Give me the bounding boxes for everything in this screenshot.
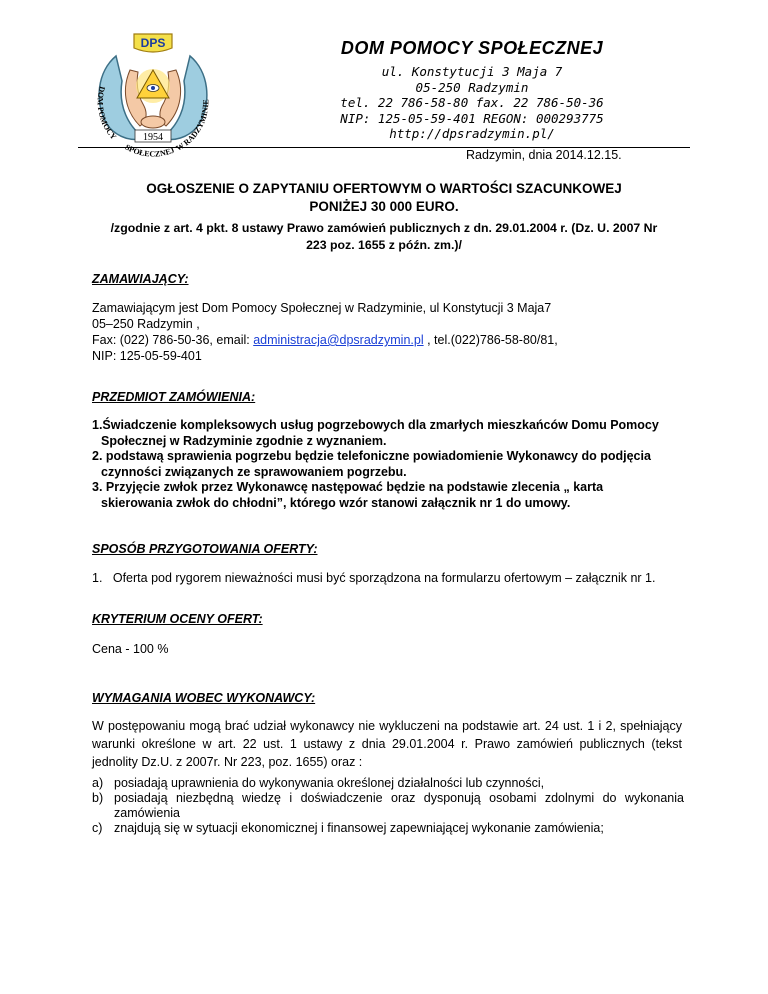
list-marker: b) xyxy=(92,791,104,805)
document-date: Radzymin, dnia 2014.12.15. xyxy=(466,148,622,162)
email-link[interactable]: administracja@dpsradzymin.pl xyxy=(253,333,424,347)
announcement-title-line-2: PONIŻEJ 30 000 EURO. xyxy=(309,199,459,214)
section-heading-zamawiajacy: ZAMAWIAJĄCY: xyxy=(92,272,189,286)
list-item xyxy=(92,776,684,791)
authority-line-2: 05–250 Radzymin , xyxy=(92,317,200,331)
organization-contact-block xyxy=(322,64,622,142)
subject-item-1-line-2: Społecznej w Radzyminie zgodnie z wyznaniem. xyxy=(101,433,387,448)
contracting-authority-details xyxy=(92,300,682,364)
phone-suffix: , tel.(022)786-58-80/81, xyxy=(423,333,558,347)
section-heading-sposob: SPOSÓB PRZYGOTOWANIA OFERTY: xyxy=(92,542,318,556)
eye-of-providence-hands-icon xyxy=(136,69,170,103)
section-heading-kryterium: KRYTERIUM OCENY OFERT: xyxy=(92,612,263,626)
fax-email-prefix: Fax: (022) 786-50-36, email: xyxy=(92,333,254,347)
logo-dps-text: DPS xyxy=(140,36,166,50)
section-heading-przedmiot: PRZEDMIOT ZAMÓWIENIA: xyxy=(92,390,256,404)
list-item-text: posiadają uprawnienia do wykonywania określonej działalności lub czynności, xyxy=(114,776,545,790)
phone-fax-line: tel. 22 786-58-80 fax. 22 786-50-36 xyxy=(340,95,604,110)
announcement-title xyxy=(78,180,690,216)
handshake-shape xyxy=(141,116,165,128)
logo-ring-right-text: W RADZYMINIE xyxy=(174,99,211,153)
list-marker: c) xyxy=(92,821,103,835)
website-line[interactable]: http://dpsradzymin.pl/ xyxy=(389,126,555,141)
address-line-1: ul. Konstytucji 3 Maja 7 xyxy=(381,64,563,79)
svg-text:SPOŁECZNEJ xyxy=(124,143,176,159)
list-item-text: posiadają niezbędną wiedzę i doświadczenie oraz dysponują osobami zdolnymi do wykonania zamówienia xyxy=(114,791,684,820)
authority-line-1: Zamawiającym jest Dom Pomocy Społecznej w Radzyminie, ul Konstytucji 3 Maja7 xyxy=(92,301,552,315)
address-line-2: 05-250 Radzymin xyxy=(415,79,529,95)
announcement-title-line-1: OGŁOSZENIE O ZAPYTANIU OFERTOWYM O WARTOŚCI SZACUNKOWEJ xyxy=(146,181,622,196)
subject-of-order-list xyxy=(92,418,682,511)
subject-item-2-line-1: 2. podstawą sprawienia pogrzebu będzie telefoniczne powiadomienie Wykonawcy do podjęcia xyxy=(92,449,651,463)
offer-preparation-item xyxy=(92,570,682,586)
requirements-list xyxy=(92,776,684,836)
subject-item-2-line-2: czynności związanych ze sprawowaniem pogrzebu. xyxy=(101,464,407,479)
logo-ring-bottom-text: SPOŁECZNEJ xyxy=(123,142,176,159)
subject-item-1-line-1: 1.Świadczenie kompleksowych usług pogrzebowych dla zmarłych mieszkańców Domu Pomocy xyxy=(92,418,659,432)
offer-item-number: 1. xyxy=(92,571,103,585)
legal-basis-line-1: /zgodnie z art. 4 pkt. 8 ustawy Prawo zamówień publicznych z dn. 29.01.2004 r. (Dz. U. 2007 Nr xyxy=(110,221,658,235)
list-marker: a) xyxy=(92,776,104,790)
dps-logo xyxy=(78,26,228,166)
nip-regon-line: NIP: 125-05-59-401 REGON: 000293775 xyxy=(340,110,604,126)
authority-line-3 xyxy=(92,332,682,348)
subject-item-3-line-1: 3. Przyjęcie zwłok przez Wykonawcę następować będzie na podstawie zlecenia „ karta xyxy=(92,480,604,494)
legal-basis xyxy=(78,220,690,254)
list-item-text: znajdują się w sytuacji ekonomicznej i finansowej zapewniającej wykonanie zamówienia; xyxy=(114,821,604,835)
evaluation-criterion: Cena - 100 % xyxy=(92,642,169,656)
logo-year: 1954 xyxy=(143,132,163,143)
organization-title: DOM POMOCY SPOŁECZNEJ xyxy=(340,38,604,58)
offer-item-text: Oferta pod rygorem nieważności musi być sporządzona na formularzu ofertowym – załącznik nr 1. xyxy=(112,571,656,585)
logo-ring-left-text: DOM POMOCY xyxy=(95,85,119,142)
authority-nip: NIP: 125-05-59-401 xyxy=(92,349,202,363)
list-item xyxy=(92,791,684,821)
section-heading-wymagania: WYMAGANIA WOBEC WYKONAWCY: xyxy=(92,691,316,705)
subject-item-3-line-2: skierowania zwłok do chłodni”, którego wzór stanowi załącznik nr 1 do umowy. xyxy=(101,495,571,510)
requirements-paragraph: W postępowaniu mogą brać udział wykonawcy nie wykluczeni na podstawie art. 24 ust. 1 i 2, spełniający warunki określone w art. 22 ust. 1 ustawy z dnia 29.01.2004 r. Prawo zamówień publicznych (tekst jednolity Dz.U. z 2007r. Nr 223, poz. 1655) oraz : xyxy=(92,719,682,769)
legal-basis-line-2: 223 poz. 1655 z późn. zm.)/ xyxy=(306,238,462,252)
list-item xyxy=(92,821,684,836)
